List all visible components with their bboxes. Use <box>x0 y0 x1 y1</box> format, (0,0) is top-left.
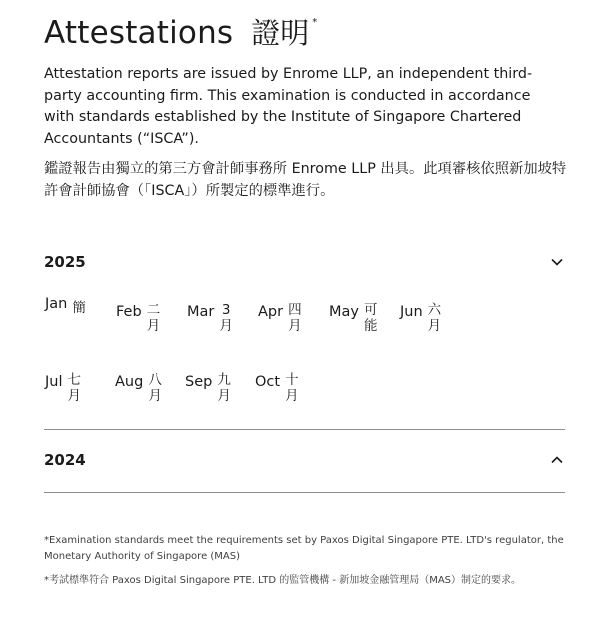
year-toggle-2025[interactable] <box>44 250 565 274</box>
month-label-zh <box>68 372 82 404</box>
month-label-zh-top: 3 <box>221 302 231 318</box>
month-link-mar[interactable] <box>187 302 233 334</box>
month-label-zh-top: 可 <box>363 302 378 318</box>
month-label-zh <box>219 302 233 334</box>
month-label-zh-bottom: 月 <box>146 318 161 334</box>
month-label-en: Jan <box>45 296 68 312</box>
chevron-up-icon <box>549 452 565 468</box>
month-label-zh-top: 四 <box>288 302 302 318</box>
month-label-zh-top: 六 <box>427 302 442 318</box>
month-label-zh-bottom: 月 <box>217 388 231 404</box>
year-label-2024: 2024 <box>44 451 86 469</box>
month-link-may[interactable] <box>329 302 377 334</box>
month-label-zh-top: 九 <box>217 372 231 388</box>
month-label-en: Apr <box>258 304 284 320</box>
month-label-zh <box>428 302 442 334</box>
month-label-en: Mar <box>187 304 215 320</box>
month-link-jul[interactable] <box>45 372 81 404</box>
month-label-en: Sep <box>185 374 213 390</box>
month-link-feb[interactable] <box>116 302 160 334</box>
month-label-zh-bottom: 能 <box>363 318 378 334</box>
month-label-zh-bottom: 月 <box>148 388 162 404</box>
month-label-en: Feb <box>116 304 142 320</box>
month-label-zh-top: 二 <box>146 302 161 318</box>
page-title <box>44 12 317 54</box>
month-label-zh-bottom: 月 <box>427 318 442 334</box>
month-label-zh <box>364 302 378 334</box>
section-divider <box>44 429 565 430</box>
month-label-zh <box>147 302 161 334</box>
footnote-en: *Examination standards meet the requirements set by Paxos Digital Singapore PTE. LTD's regulator, the Monetary Authority of Singapore (MAS) <box>44 535 564 562</box>
title-footnote-marker: * <box>312 17 318 28</box>
month-label-zh-top: 十 <box>285 372 299 388</box>
month-label-zh <box>217 372 231 404</box>
month-label-zh <box>148 372 162 404</box>
month-link-jun[interactable] <box>400 302 441 334</box>
page-title-zh: 證明 <box>251 16 310 50</box>
month-label-zh-bottom: 月 <box>285 388 299 404</box>
section-divider <box>44 492 565 493</box>
year-label-2025: 2025 <box>44 253 86 271</box>
month-label-en: Jun <box>400 304 423 320</box>
year-toggle-2024[interactable] <box>44 448 565 472</box>
month-link-oct[interactable] <box>255 372 299 404</box>
footnote-zh: *考試標準符合 Paxos Digital Singapore PTE. LTD 的監管機構 - 新加坡金融管理局（MAS）制定的要求。 <box>44 575 522 586</box>
month-label-en: Aug <box>115 374 144 390</box>
month-label-zh-top: 簡 <box>72 300 86 316</box>
month-label-en: Oct <box>255 374 281 390</box>
month-link-jan[interactable] <box>45 294 86 316</box>
page-title-en: Attestations <box>44 15 234 51</box>
month-label-zh-bottom: 月 <box>67 388 81 404</box>
chevron-down-icon <box>549 254 565 270</box>
month-label-zh-bottom: 月 <box>219 318 233 334</box>
month-label-zh-top: 七 <box>67 372 81 388</box>
month-label-zh <box>285 372 299 404</box>
month-label-zh <box>288 302 302 334</box>
month-label-zh-top: 八 <box>148 372 162 388</box>
month-label-zh <box>72 300 86 316</box>
month-label-en: May <box>329 304 359 320</box>
month-label-en: Jul <box>45 374 63 390</box>
description-en: Attestation reports are issued by Enrome LLP, an independent third-party accounting firm. This examination is conducted in accordance with standards established by the Institute of Singapore Chartered Accountants (“ISCA”). <box>44 66 533 147</box>
month-link-sep[interactable] <box>185 372 231 404</box>
month-link-aug[interactable] <box>115 372 162 404</box>
description-zh: 鑑證報告由獨立的第三方會計師事務所 Enrome LLP 出具。此項審核依照新加坡特許會計師協會（「ISCA」）所製定的標準進行。 <box>44 161 567 199</box>
month-link-apr[interactable] <box>258 302 302 334</box>
month-label-zh-bottom: 月 <box>288 318 302 334</box>
